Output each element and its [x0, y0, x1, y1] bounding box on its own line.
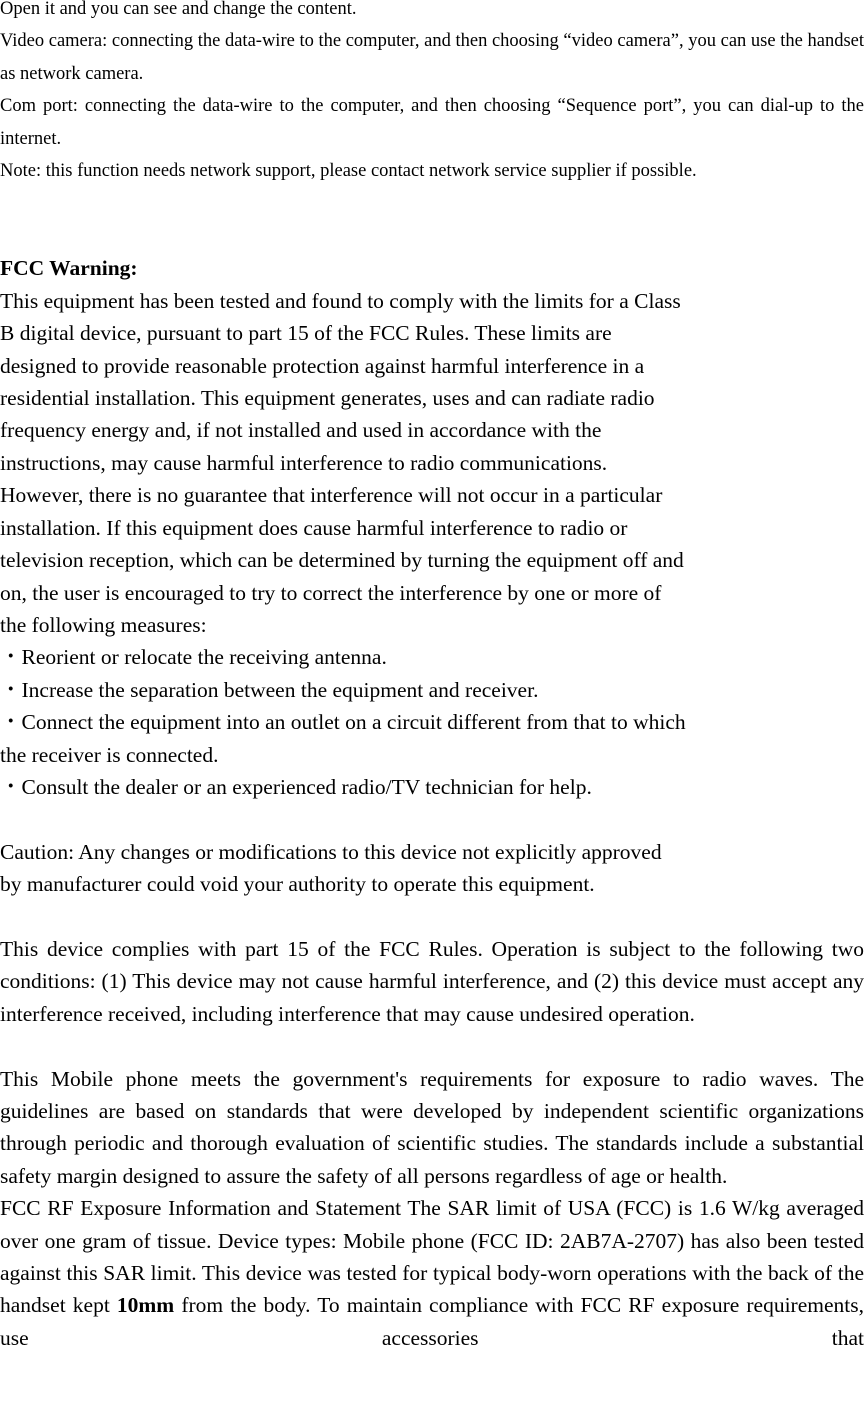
spacer	[0, 187, 864, 252]
fcc-line: This equipment has been tested and found to comply with the limits for a Class	[0, 288, 681, 313]
compliance-paragraph: This device complies with part 15 of the FCC Rules. Operation is subject to the following two conditions: (1) This device may not cause harmful interference, and (2) this device must accept any interference received, including interference that may cause undesired operation.	[0, 936, 864, 1026]
fcc-line: on, the user is encouraged to try to correct the interference by one or more of	[0, 580, 662, 605]
fcc-line: However, there is no guarantee that interference will not occur in a particular	[0, 483, 663, 508]
exposure-paragraph: This Mobile phone meets the government's requirements for exposure to radio waves. The guidelines are based on standards that were developed by independent scientific organizations through periodic and thorough evaluation of scientific studies. The standards include a substantial safety margin designed to assure the safety of all persons regardless of age or health.	[0, 1066, 864, 1188]
fcc-warning-body	[0, 285, 864, 804]
fcc-line: installation. If this equipment does cause harmful interference to radio or	[0, 515, 628, 540]
fcc-line: the following measures:	[0, 612, 207, 637]
sar-text-after: from the body. To maintain compliance with FCC RF exposure requirements, use accessories that	[0, 1293, 864, 1350]
spacer	[0, 901, 864, 933]
bullet-item: ・Connect the equipment into an outlet on a circuit different from that to which	[0, 710, 686, 735]
sar-text-before: FCC RF Exposure Information and Statement The SAR limit of USA (FCC) is 1.6 W/kg averaged over one gram of tissue. Device types: Mobile phone (FCC ID: 2AB7A-2707) has also been tested against this SAR limit. This device was tested for typical body-worn operations with the back of the handset kept	[0, 1196, 864, 1318]
sar-paragraph	[0, 1192, 864, 1354]
fcc-warning-heading: FCC Warning:	[0, 256, 138, 281]
com-port-paragraph: Com port: connecting the data-wire to the computer, and then choosing “Sequence port”, you can dial-up to the internet.	[0, 96, 864, 149]
bullet-item: ・Increase the separation between the equipment and receiver.	[0, 677, 539, 702]
fcc-line: B digital device, pursuant to part 15 of the FCC Rules. These limits are	[0, 321, 612, 346]
fcc-line: frequency energy and, if not installed and used in accordance with the	[0, 418, 602, 443]
video-camera-paragraph: Video camera: connecting the data-wire to the computer, and then choosing “video camera”, you can use the handset as network camera.	[0, 31, 864, 84]
fcc-line: residential installation. This equipment generates, uses and can radiate radio	[0, 386, 655, 411]
fcc-line: television reception, which can be determined by turning the equipment off and	[0, 548, 684, 573]
note-paragraph: Note: this function needs network support, please contact network service supplier if possible.	[0, 161, 697, 182]
fcc-line: designed to provide reasonable protection against harmful interference in a	[0, 353, 645, 378]
bullet-continuation: the receiver is connected.	[0, 742, 219, 767]
spacer	[0, 803, 864, 835]
intro-line: Open it and you can see and change the content.	[0, 0, 357, 19]
fcc-line: instructions, may cause harmful interference to radio communications.	[0, 450, 608, 475]
caution-paragraph	[0, 836, 864, 901]
caution-line: Caution: Any changes or modifications to this device not explicitly approved	[0, 839, 662, 864]
spacer	[0, 1030, 864, 1062]
bullet-item: ・Reorient or relocate the receiving antenna.	[0, 645, 387, 670]
caution-line: by manufacturer could void your authority to operate this equipment.	[0, 872, 595, 897]
bullet-item: ・Consult the dealer or an experienced radio/TV technician for help.	[0, 774, 592, 799]
sar-distance-bold: 10mm	[116, 1293, 175, 1318]
